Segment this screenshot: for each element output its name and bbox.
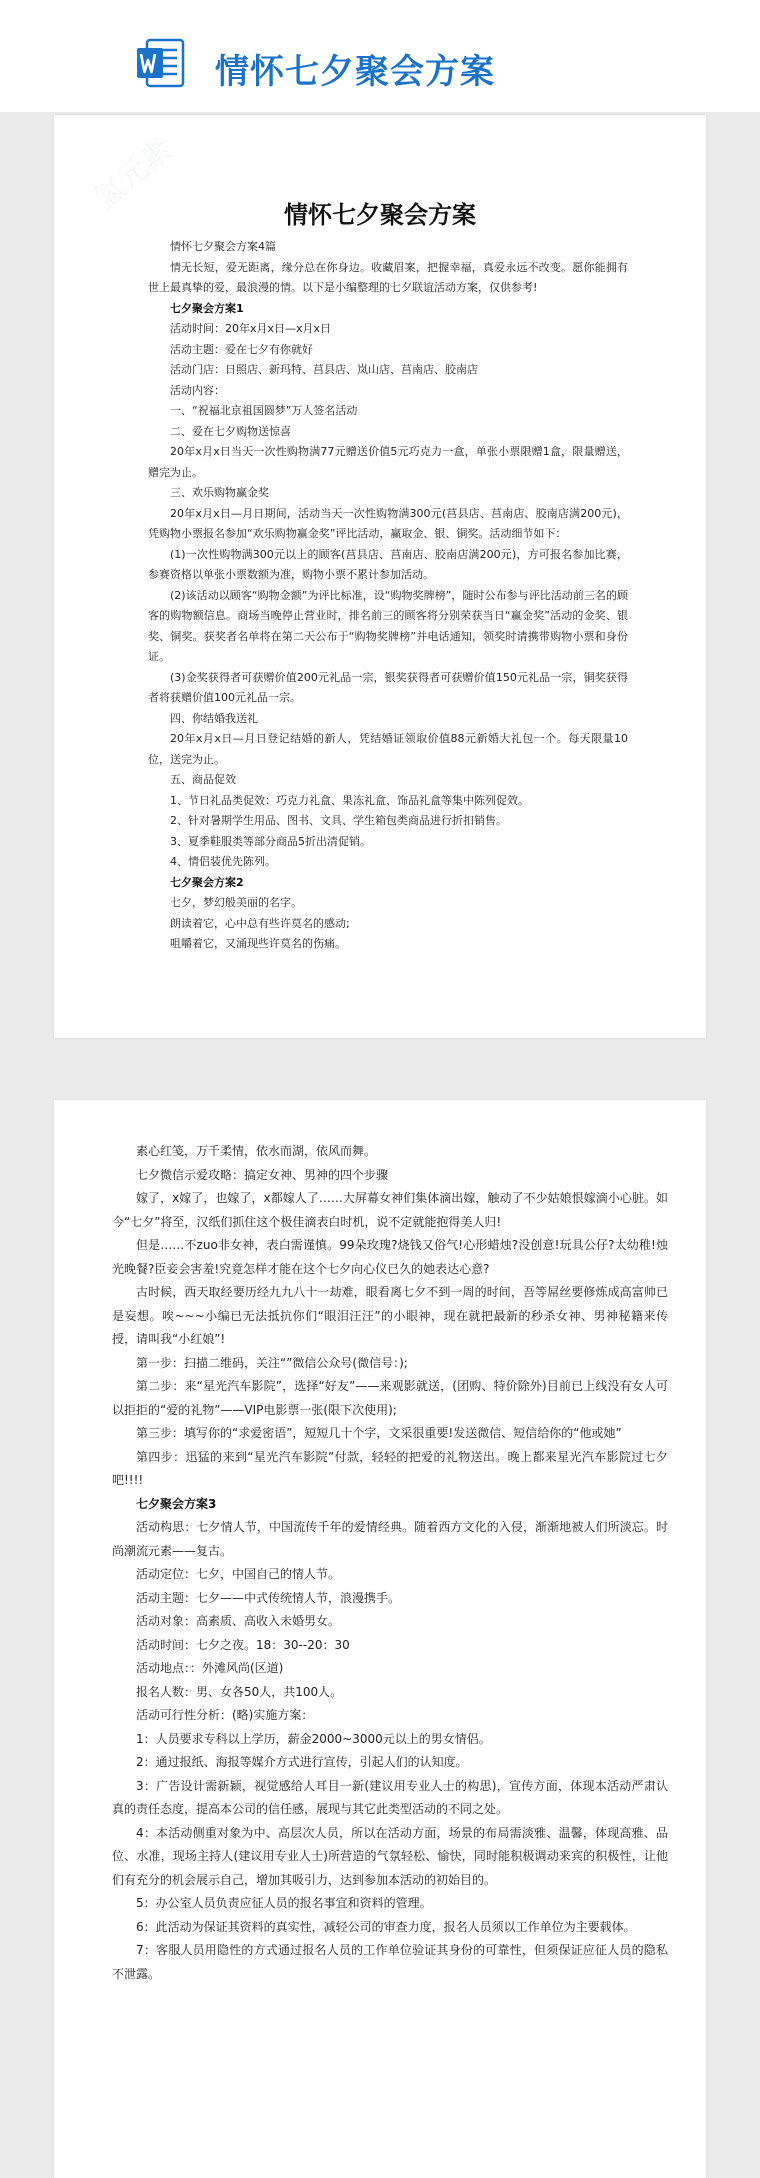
paragraph: 二、爱在七夕购物送惊喜 [170, 424, 291, 438]
paragraph: 20年x月x日—月日登记结婚的新人，凭结婚证领取价值88元新婚大礼包一个。每天限量10位，送完为止。 [148, 732, 628, 766]
paragraph: (2)该活动以顾客“购物金额”为评比标准，设“购物奖牌榜”，随时公布参与评比活动前三名的顾客的购物额信息。商场当晚停止营业时，排名前三的顾客将分别荣获当日“赢金奖”活动的金奖、银奖、铜奖。获奖者名单将在第二天公布于“购物奖牌榜”并电话通知，领奖时请携带购物小票和身份证。 [148, 588, 628, 663]
paragraph: 五、商品促效 [170, 773, 236, 786]
paragraph: 第二步：来“星光汽车影院”，选择“好友”——来观影就送，(团购、特价除外)目前已上线没有女人可以拒拒的“爱的礼物”——VIP电影票一张(限下次使用); [112, 1379, 668, 1417]
document-page-2 [54, 1100, 706, 2178]
paragraph: 咀嚼着它，又涌现些许莫名的伤痛。 [170, 937, 346, 950]
paragraph: 第三步：填写你的“求爱密语”，短短几十个字，文采很重要!发送微信、短信给你的“他或她” [136, 1426, 622, 1440]
paragraph: 20年x月x日—月日期间，活动当天一次性购物满300元(莒县店、莒南店、胶南店满200元)，凭购物小票报名参加“欢乐购物赢金奖”评比活动，赢取金、银、铜奖。活动细节如下： [148, 506, 628, 540]
paragraph: 2：通过报纸、海报等媒介方式进行宣传，引起人们的认知度。 [136, 1755, 468, 1769]
paragraph: 活动可行性分析：(略)实施方案： [136, 1708, 314, 1722]
paragraph: 活动构思：七夕情人节，中国流传千年的爱情经典。随着西方文化的入侵，渐渐地被人们所淡忘。时尚潮流元素——复古。 [112, 1520, 668, 1558]
paragraph: 朗读着它，心中总有些许莫名的感动; [170, 916, 350, 930]
paragraph: 但是……不zuo非女神，表白需谨慎。99朵玫瑰?烧钱又俗气!心形蜡烛?没创意!玩具公仔?太幼稚!烛光晚餐?臣妾会害羞!究竟怎样才能在这个七夕向心仪已久的她表达心意? [112, 1238, 668, 1276]
paragraph: 活动定位：七夕，中国自己的情人节。 [136, 1567, 341, 1581]
paragraph: 4、情侣装优先陈列。 [170, 855, 276, 868]
paragraph: 20年x月x日当天一次性购物满77元赠送价值5元巧克力一盒，单张小票限赠1盒，限量赠送，赠完为止。 [148, 445, 628, 479]
paragraph: 一、“祝福北京祖国圆梦”万人签名活动 [170, 404, 358, 417]
paragraph: 7：客服人员用隐性的方式通过报名人员的工作单位验证其身份的可靠性，但须保证应征人员的隐私不泄露。 [112, 1943, 668, 1981]
paragraph: 活动对象：高素质、高收入未婚男女。 [136, 1614, 341, 1628]
paragraph: 活动时间：七夕之夜。18：30--20：30 [136, 1637, 350, 1652]
paragraph: 情无长短，爱无距离，缘分总在你身边。收藏眉案，把握幸福，真爱永远不改变。愿你能拥有世上最真挚的爱，最浪漫的情。以下是小编整理的七夕联谊活动方案，仅供参考! [148, 260, 628, 294]
paragraph: 第四步：迅猛的来到“星光汽车影院”付款，轻轻的把爱的礼物送出。晚上都来星光汽车影院过七夕吧!!!! [112, 1449, 668, 1487]
paragraph: 古时候，西天取经要历经九九八十一劫难，眼看离七夕不到一周的时间，吾等屌丝要修炼成高富帅已是妄想。唉~~~小编已无法抵抗你们“眼泪汪汪”的小眼神，现在就把最新的秒杀女神、男神秘籍来传授，请叫我“小红娘”! [112, 1285, 668, 1346]
paragraph: 素心红笺，万千柔情，依水而湖，依风而舞。 [136, 1144, 377, 1158]
paragraph: 1、节日礼品类促效：巧克力礼盒、果冻礼盒、饰品礼盒等集中陈列促效。 [170, 793, 529, 807]
paragraph: 活动内容： [170, 383, 225, 397]
paragraph: (3)金奖获得者可获赠价值200元礼品一宗，银奖获得者可获赠价值150元礼品一宗，铜奖获得者将获赠价值100元礼品一宗。 [148, 670, 628, 704]
paragraph: 活动时间：20年x月x日—x月x日 [170, 322, 332, 335]
paragraph: 3、夏季鞋服类等部分商品5折出清促销。 [170, 834, 371, 848]
paragraph: 2、针对暑期学生用品、图书、文具、学生箱包类商品进行折扣销售。 [170, 814, 507, 827]
header-banner [0, 0, 760, 112]
document-page-1 [54, 115, 706, 1038]
paragraph: 6：此活动为保证其资料的真实性，减轻公司的审查力度，报名人员须以工作单位为主要载体。 [136, 1919, 636, 1934]
word-document-icon [133, 34, 191, 92]
paragraph: 情怀七夕聚会方案4篇 [170, 240, 276, 253]
paragraph: 5：办公室人员负责应征人员的报名事宜和资料的管理。 [136, 1896, 432, 1910]
paragraph: 七夕微信示爱攻略：搞定女神、男神的四个步骤 [136, 1167, 389, 1182]
paragraph: 3：广告设计需新颖，视觉感给人耳目一新(建议用专业人士的构思)，宣传方面，体现本活动严肃认真的责任态度，提高本公司的信任感，展现与其它此类型活动的不同之处。 [112, 1778, 668, 1816]
paragraph: 4：本活动侧重对象为中、高层次人员，所以在活动方面，场景的布局需淡雅、温馨，体现高雅、品位、水准，现场主持人(建议用专业人士)所营造的气氛轻松、愉快，同时能积极调动来宾的积极性，让他们有充分的机会展示自己，增加其吸引力，达到参加本活动的初始目的。 [112, 1825, 668, 1887]
paragraph: 三、欢乐购物赢金奖 [170, 486, 269, 499]
paragraph: 活动地点：：外滩风尚(区道) [136, 1661, 284, 1675]
paragraph: 嫁了，x嫁了，也嫁了，x都嫁人了……大屏幕女神们集体滴出嫁，触动了不少姑娘恨嫁滴小心脏。如今“七夕”将至，汉纸们抓住这个极佳滴表白时机，说不定就能抱得美人归! [112, 1191, 668, 1229]
section-heading: 七夕聚会方案3 [136, 1496, 217, 1511]
paragraph: (1)一次性购物满300元以上的顾客(莒县店、莒南店、胶南店满200元)，方可报名参加比赛，参赛资格以单张小票数额为准，购物小票不累计参加活动。 [148, 547, 628, 581]
paragraph: 报名人数：男、女各50人，共100人。 [136, 1684, 343, 1699]
section-heading: 七夕聚会方案2 [170, 875, 244, 889]
paragraph: 活动主题：爱在七夕有你就好 [170, 342, 313, 356]
paragraph: 活动主题：七夕——中式传统情人节，浪漫携手。 [136, 1590, 401, 1605]
paragraph: 活动门店：日照店、新玛特、莒县店、岚山店、莒南店、胶南店 [170, 363, 478, 376]
paragraph: 1：人员要求专科以上学历，薪金2000~3000元以上的男女情侣。 [136, 1731, 491, 1746]
paragraph: 四、你结婚我送礼 [170, 711, 258, 725]
banner-title: 情怀七夕聚会方案 [215, 52, 495, 92]
document-body-page-1 [148, 237, 628, 955]
paragraph: 第一步：扫描二维码，关注“”微信公众号(微信号：); [136, 1355, 408, 1370]
document-title: 情怀七夕聚会方案 [284, 201, 476, 229]
section-heading: 七夕聚会方案1 [170, 301, 244, 315]
document-body-page-2 [112, 1140, 668, 1986]
paragraph: 七夕，梦幻般美丽的名字。 [170, 896, 302, 909]
